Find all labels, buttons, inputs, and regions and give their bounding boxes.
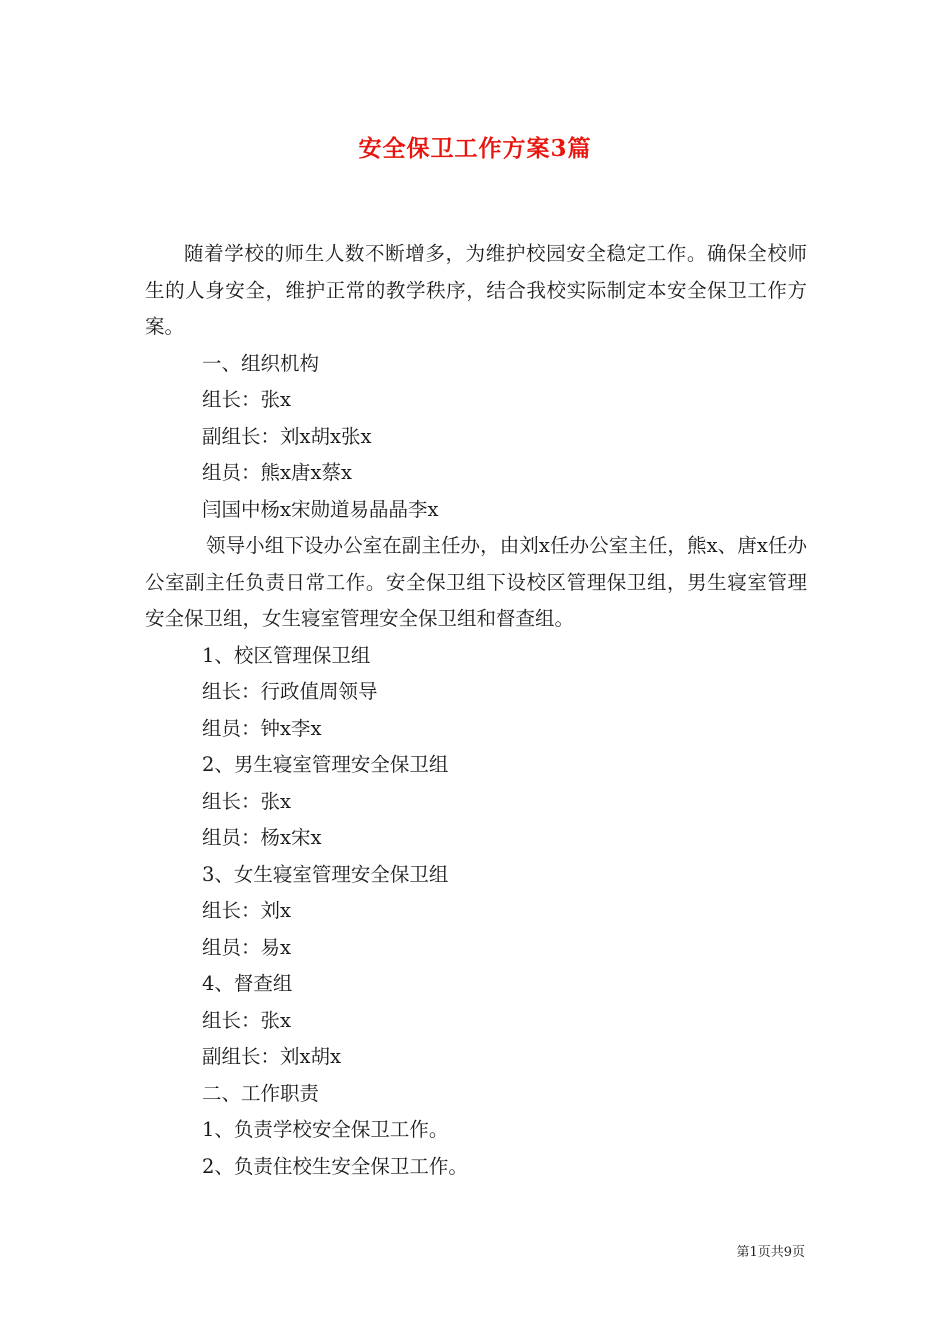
group-line: 组员：钟x李x (202, 716, 322, 740)
intro-paragraph: 随着学校的师生人数不断增多，为维护校园安全稳定工作。确保全校师生的人身安全，维护正常的教学秩序，结合我校实际制定本安全保卫工作方案。 (145, 242, 807, 338)
group-line: 组长：行政值周领导 (202, 680, 378, 703)
group-line: 组长：张x (202, 789, 291, 813)
group-line: 4、督查组 (202, 972, 293, 995)
org-line: 组长：张x (202, 388, 291, 411)
duty-line: 2、负责住校生安全保卫工作。 (202, 1154, 468, 1178)
page-number: 第1页共9页 (736, 1245, 805, 1260)
org-line: 组员：熊x唐x蔡x (202, 461, 352, 484)
duty-line: 1、负责学校安全保卫工作。 (202, 1118, 449, 1141)
org-line: 副组长：刘x胡x张x (202, 424, 372, 448)
group-line: 组长：张x (202, 1008, 291, 1032)
document-title: 安全保卫工作方案3篇 (358, 135, 592, 162)
group-line: 组长：刘x (202, 899, 291, 922)
document-body (145, 236, 807, 1185)
group-line: 1、校区管理保卫组 (202, 643, 371, 667)
office-paragraph: 领导小组下设办公室在副主任办，由刘x任办公室主任，熊x、唐x任办公室副主任负责日常工作。安全保卫组下设校区管理保卫组，男生寝室管理安全保卫组，女生寝室管理安全保卫组和督查组。 (145, 534, 807, 630)
group-line: 2、男生寝室管理安全保卫组 (202, 753, 449, 776)
section-heading-organization: 一、组织机构 (202, 351, 320, 375)
group-line: 3、女生寝室管理安全保卫组 (202, 862, 449, 886)
group-line: 副组长：刘x胡x (202, 1045, 341, 1068)
org-line: 闫国中杨x宋勋道易晶晶李x (202, 497, 439, 521)
group-line: 组员：易x (202, 935, 291, 959)
group-line: 组员：杨x宋x (202, 826, 322, 849)
section-heading-duties: 二、工作职责 (202, 1081, 320, 1105)
